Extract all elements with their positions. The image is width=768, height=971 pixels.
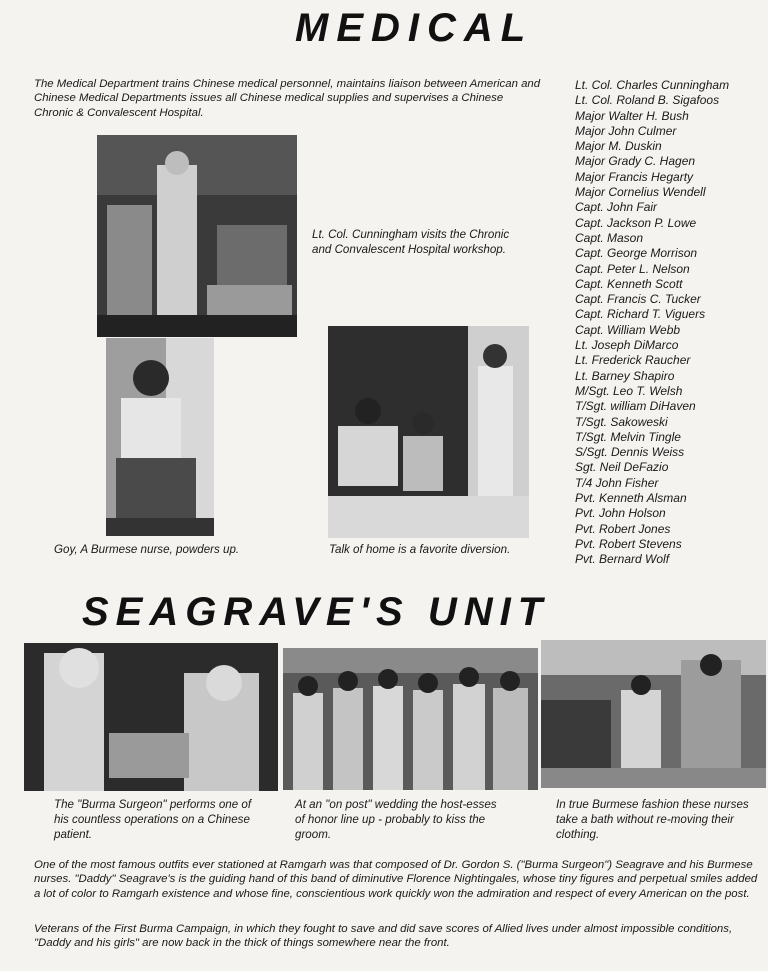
photo-nurses-bath [541, 640, 766, 788]
roster-entry: Major Grady C. Hagen [575, 154, 696, 169]
roster-entry: T/4 John Fisher [575, 475, 659, 490]
photo-goy-nurse [106, 338, 214, 536]
roster-entry: Capt. Kenneth Scott [575, 276, 683, 291]
roster-entry: Capt. George Morrison [575, 246, 698, 261]
roster-entry: Pvt. John Holson [575, 506, 666, 521]
photo-cunningham-workshop [97, 135, 297, 337]
roster-entry: Sgt. Neil DeFazio [575, 460, 669, 475]
medical-heading: MEDICAL [295, 6, 534, 50]
caption-cunningham: Lt. Col. Cunningham visits the Chronic and Convalescent Hospital workshop. [312, 228, 510, 256]
medical-intro-paragraph: The Medical Department trains Chinese medical personnel, maintains liaison between American and Chinese Medical Departments issues all Chinese medical supplies and supervises a Chinese Chronic & Convalescent Hospital. [34, 78, 541, 119]
roster-entry: Capt. Richard T. Viguers [575, 307, 706, 322]
photo-wedding-line [283, 648, 538, 790]
caption-talk-of-home: Talk of home is a favorite diversion. [329, 543, 511, 556]
roster-entry: Lt. Frederick Raucher [575, 353, 691, 368]
roster-entry: Lt. Barney Shapiro [575, 368, 675, 383]
roster-entry: Pvt. Robert Jones [575, 521, 671, 536]
roster-entry: Lt. Joseph DiMarco [575, 338, 679, 353]
roster-entry: Capt. William Webb [575, 322, 681, 337]
seagrave-paragraph-2: Veterans of the First Burma Campaign, in which they fought to save and did save scores of Allied lives under almost impossible conditions, "Daddy and his girls" are now back in the thick of things somewhere near the front. [34, 923, 733, 950]
caption-wedding: At an "on post" wedding the host-esses of honor line up - probably to kiss the groom. [295, 798, 497, 841]
roster-entry: Lt. Col. Charles Cunningham [575, 78, 730, 92]
caption-goy: Goy, A Burmese nurse, powders up. [54, 543, 240, 556]
roster-entry: T/Sgt. Melvin Tingle [575, 429, 681, 444]
roster-entry: Major Walter H. Bush [575, 108, 689, 123]
caption-burma-surgeon: The "Burma Surgeon" performs one of his countless operations on a Chinese patient. [54, 798, 252, 841]
roster-entry: Major John Culmer [575, 123, 677, 138]
roster-entry: Major M. Duskin [575, 139, 662, 154]
seagrave-paragraph-1: One of the most famous outfits ever stationed at Ramgarh was that composed of Dr. Gordon S. ("Burma Surgeon") Seagrave and his Burmese nurses. "Daddy" Seagrave's is the guiding hand of this band of diminutive Florence Nightingales, whose tiny figures and perpetual smiles added a lot of color to Ramgarh existence and whose fine, conscientious work quickly won the admiration and respect of every American on the post. [34, 859, 758, 900]
roster-entry: M/Sgt. Leo T. Welsh [575, 383, 683, 398]
roster-entry: Capt. John Fair [575, 200, 658, 215]
roster-entry: Pvt. Robert Stevens [575, 536, 682, 551]
medical-staff-roster [575, 78, 765, 568]
caption-nurses-bath: In true Burmese fashion these nurses take a bath without re-moving their clothing. [556, 798, 749, 841]
roster-entry: Pvt. Bernard Wolf [575, 552, 670, 567]
roster-entry: T/Sgt. Sakoweski [575, 414, 668, 429]
roster-entry: Lt. Col. Roland B. Sigafoos [575, 93, 720, 108]
roster-entry: Capt. Mason [575, 230, 644, 245]
photo-talk-of-home [328, 326, 529, 538]
roster-entry: S/Sgt. Dennis Weiss [575, 445, 685, 460]
roster-entry: Capt. Peter L. Nelson [575, 261, 690, 276]
roster-entry: Capt. Jackson P. Lowe [575, 215, 697, 230]
roster-entry: Major Cornelius Wendell [575, 185, 706, 200]
roster-entry: Pvt. Kenneth Alsman [575, 491, 687, 506]
roster-entry: T/Sgt. william DiHaven [575, 399, 696, 414]
seagrave-heading: SEAGRAVE'S UNIT [82, 590, 550, 634]
roster-entry: Capt. Francis C. Tucker [575, 292, 701, 307]
roster-entry: Major Francis Hegarty [575, 169, 694, 184]
photo-burma-surgeon [24, 643, 278, 791]
